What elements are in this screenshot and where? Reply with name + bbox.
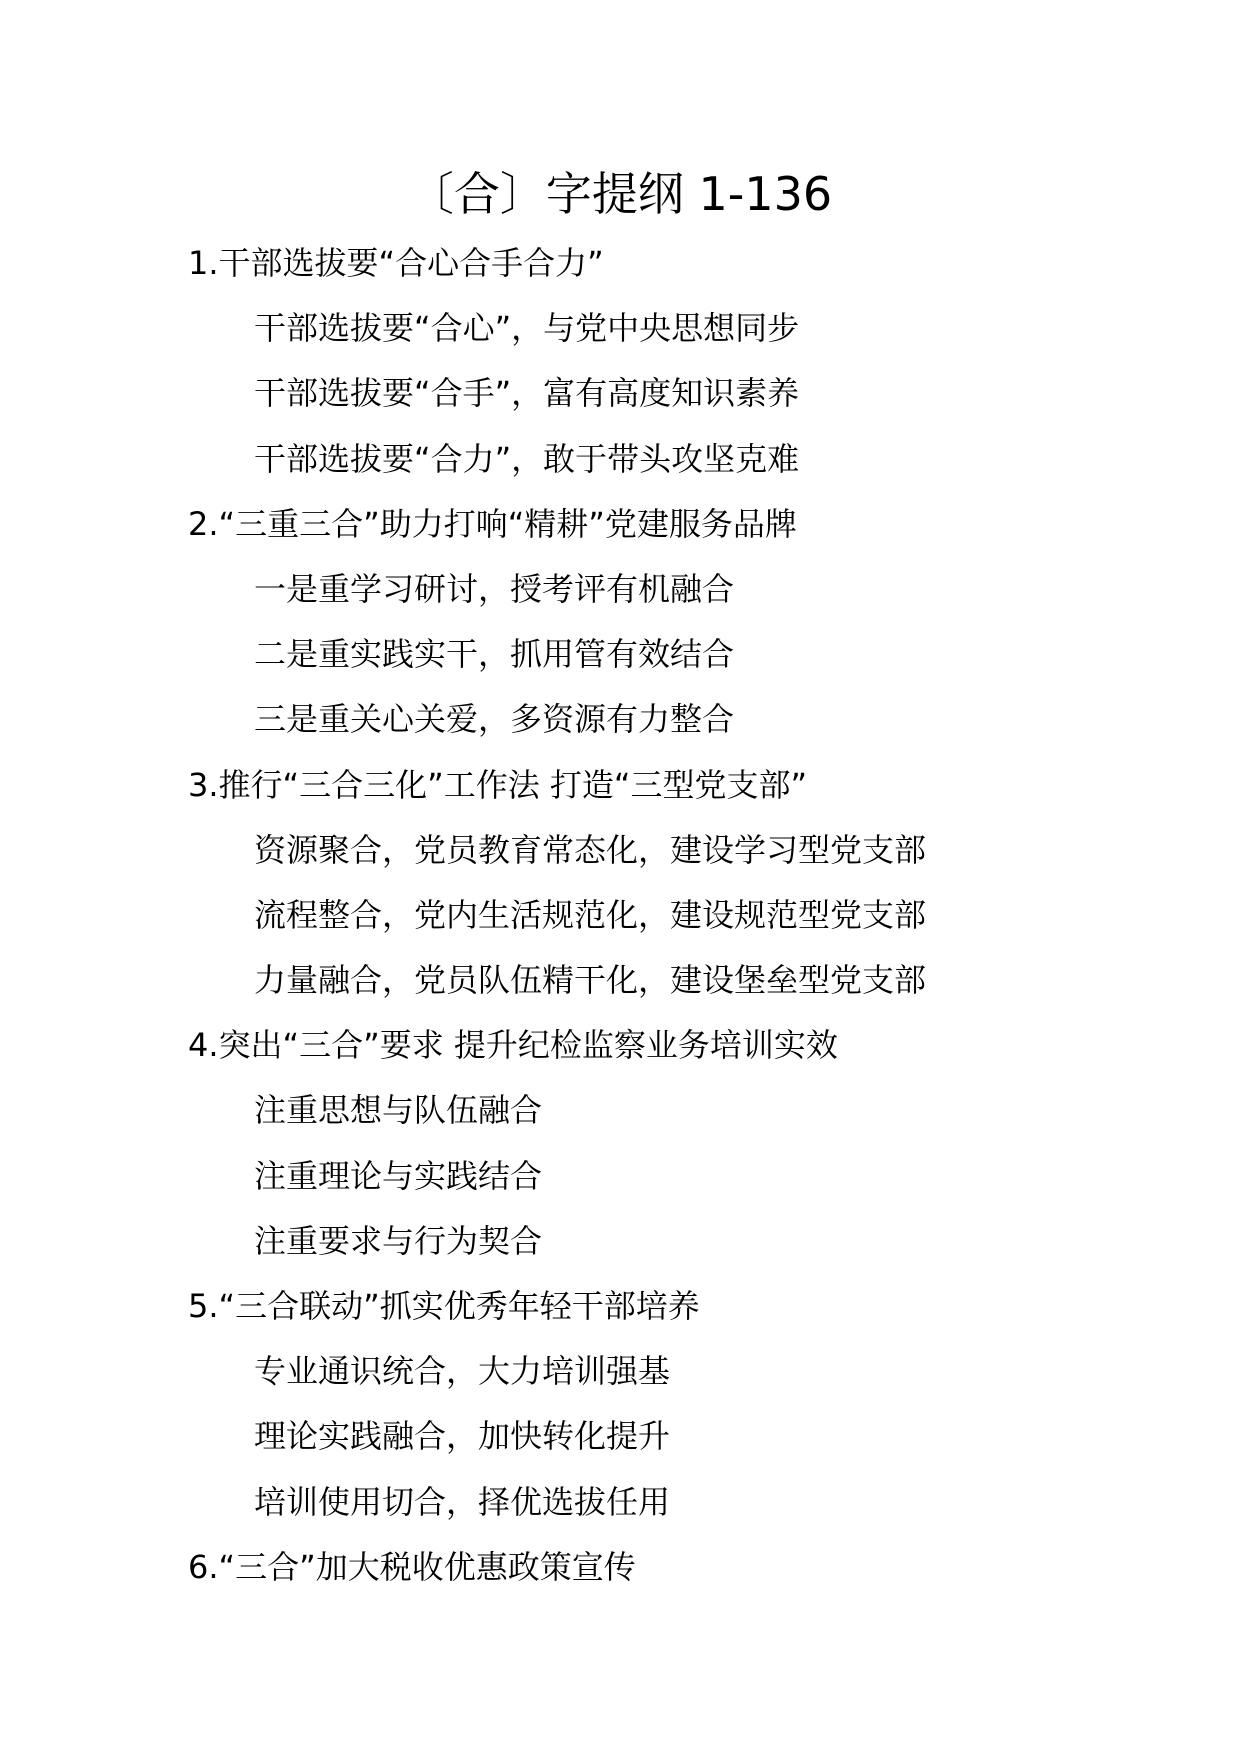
section-item: 注重要求与行为契合: [254, 1221, 543, 1260]
section-item: 理论实践融合，加快转化提升: [254, 1417, 671, 1456]
section-item: 注重理论与实践结合: [254, 1156, 543, 1195]
section-item: 干部选拔要“合手”，富有高度知识素养: [254, 374, 800, 413]
section-heading: 4.突出“三合”要求 提升纪检监察业务培训实效: [188, 1026, 838, 1065]
section-item: 干部选拔要“合心”，与党中央思想同步: [254, 309, 800, 348]
section-item: 干部选拔要“合力”，敢于带头攻坚克难: [254, 439, 800, 478]
section-item: 资源聚合，党员教育常态化，建设学习型党支部: [254, 830, 927, 869]
section-item: 流程整合，党内生活规范化，建设规范型党支部: [254, 895, 927, 934]
section-item: 二是重实践实干，抓用管有效结合: [254, 635, 735, 674]
section-item: 培训使用切合，择优选拔任用: [254, 1482, 671, 1521]
section-item: 注重思想与队伍融合: [254, 1091, 543, 1130]
section-item: 三是重关心关爱，多资源有力整合: [254, 700, 735, 739]
section-heading: 5.“三合联动”抓实优秀年轻干部培养: [188, 1287, 700, 1325]
section-heading: 3.推行“三合三化”工作法 打造“三型党支部”: [188, 765, 808, 804]
outline-list: [188, 231, 1198, 1600]
document-title: 〔合〕字提纲 1-136: [407, 167, 833, 221]
section-heading: 6.“三合”加大税收优惠政策宣传: [188, 1547, 636, 1586]
section-item: 一是重学习研讨，授考评有机融合: [254, 569, 735, 608]
section-item: 力量融合，党员队伍精干化，建设堡垒型党支部: [254, 961, 927, 1000]
section-heading: 1.干部选拔要“合心合手合力”: [188, 244, 604, 282]
section-heading: 2.“三重三合”助力打响“精耕”党建服务品牌: [188, 504, 797, 543]
section-item: 专业通识统合，大力培训强基: [254, 1352, 671, 1391]
